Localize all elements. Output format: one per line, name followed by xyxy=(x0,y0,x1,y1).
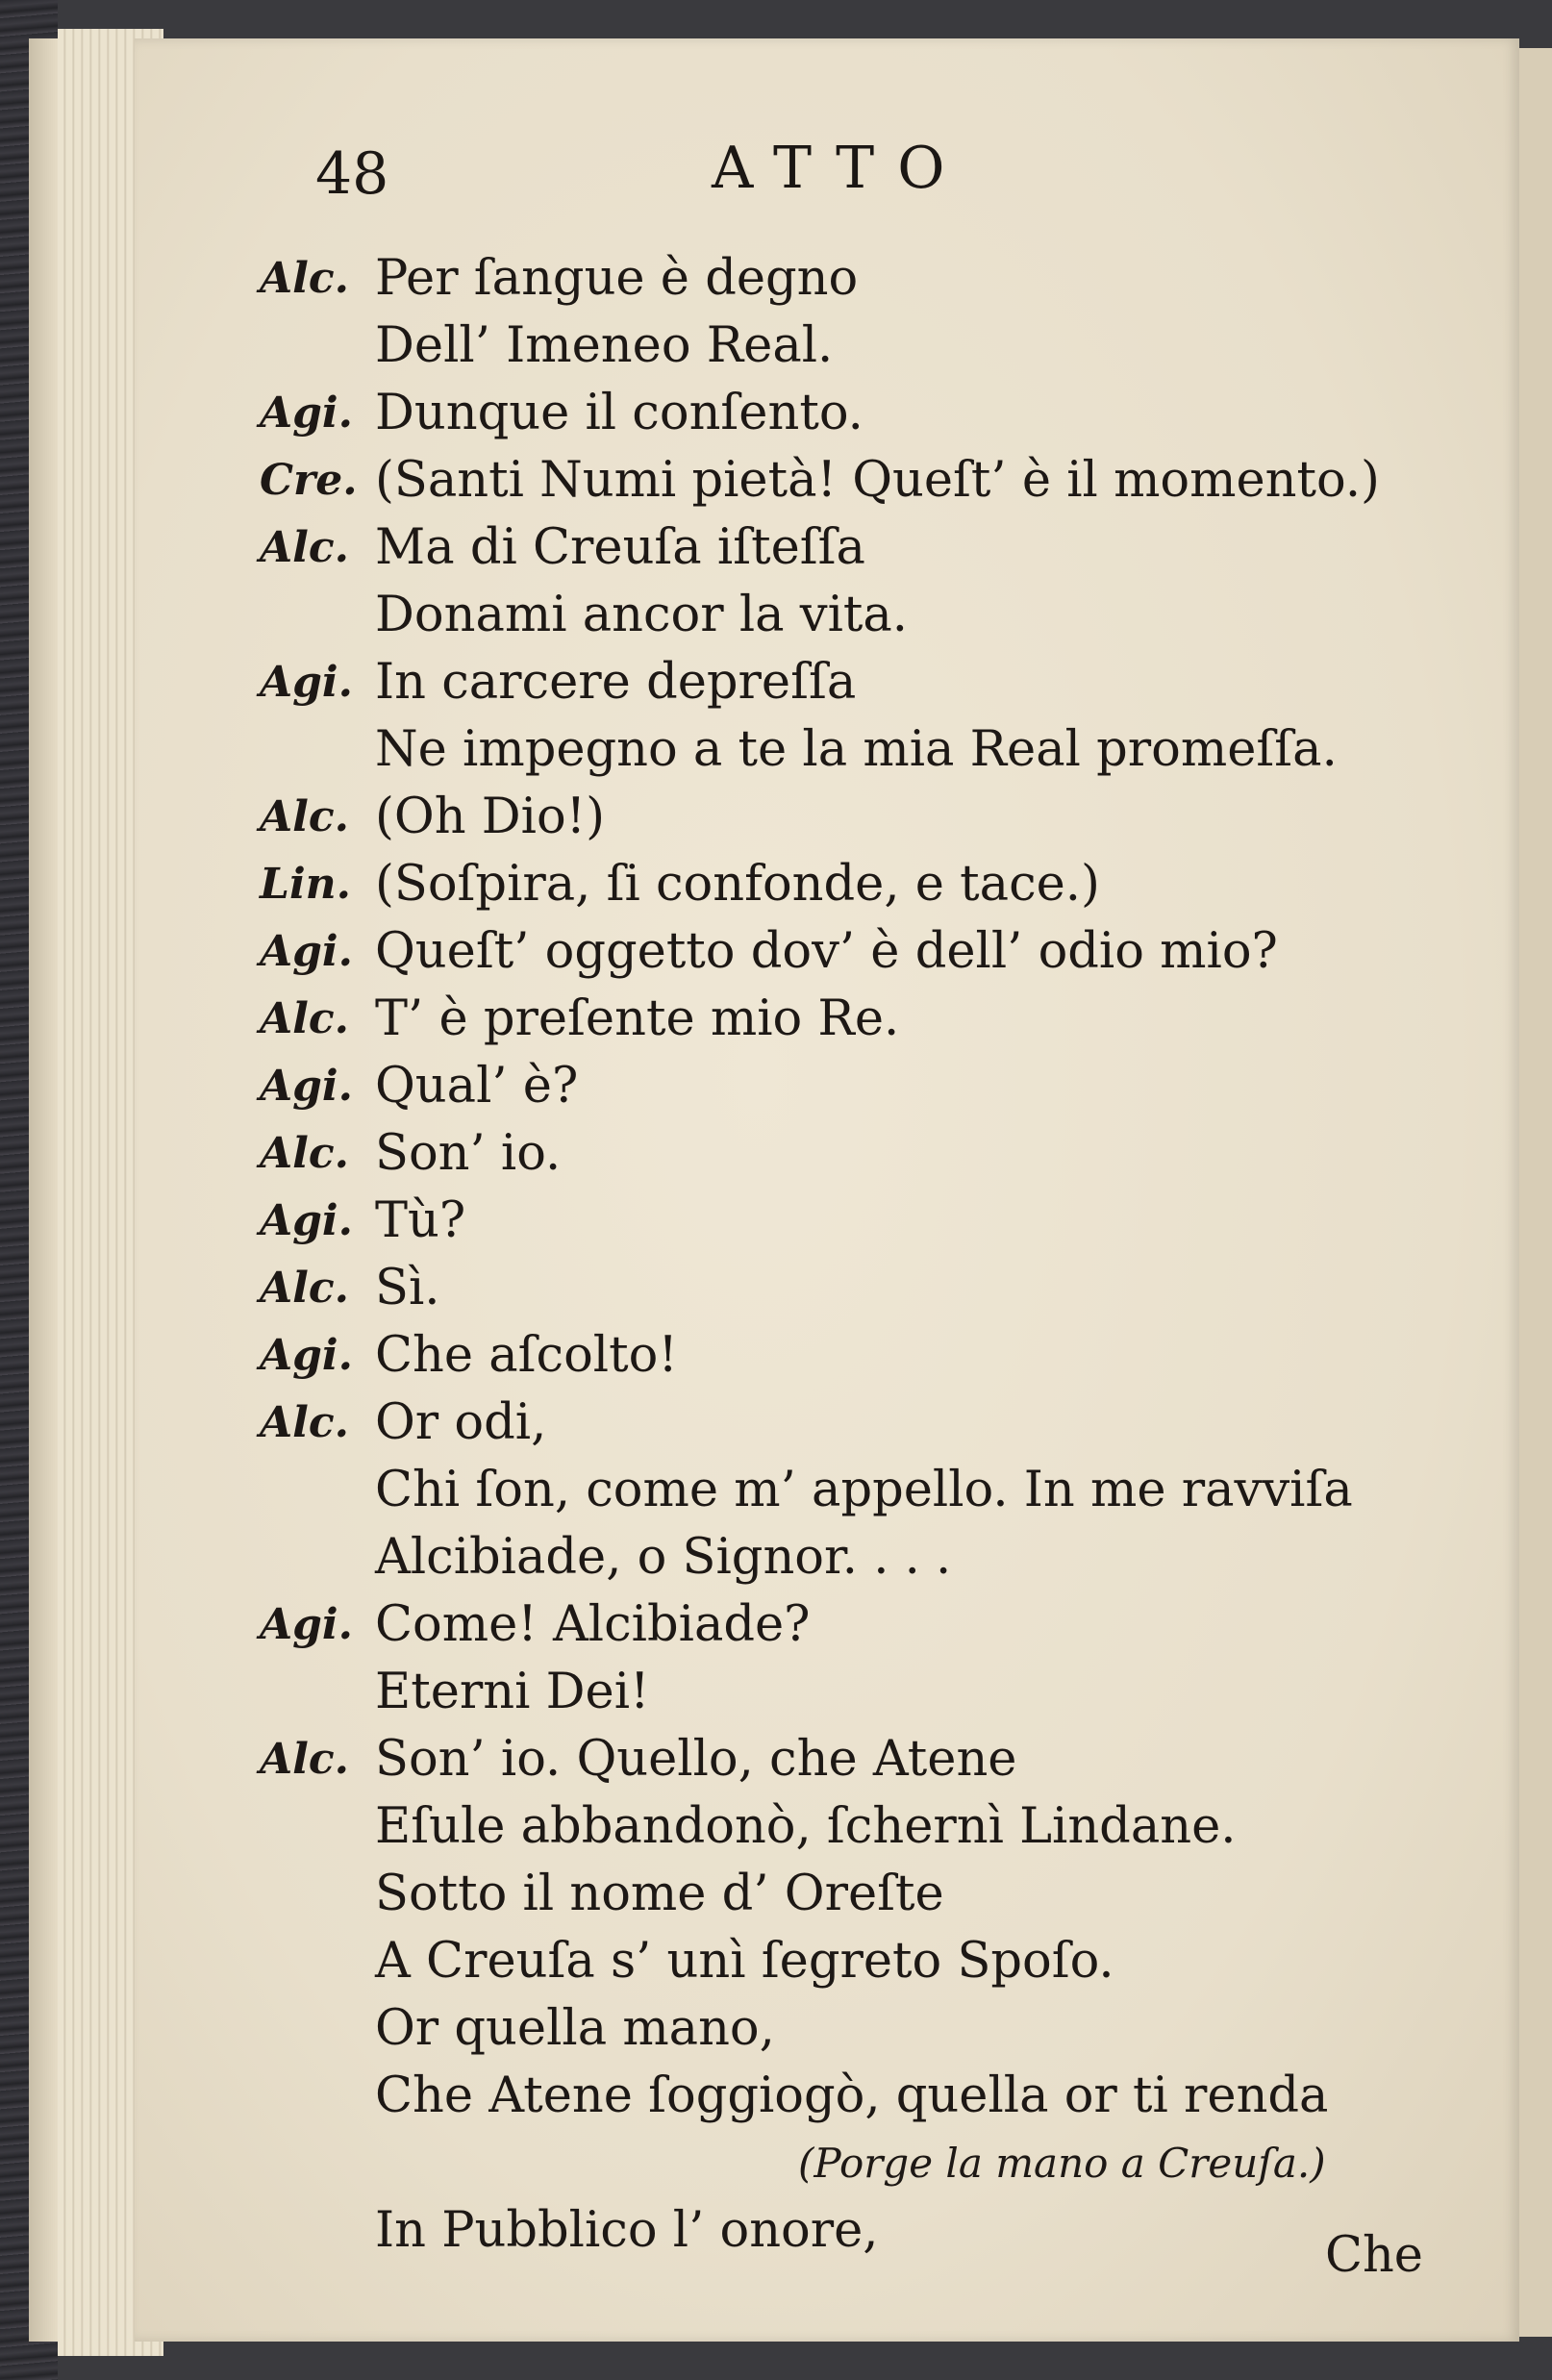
speech-text: (Oh Dio!) xyxy=(375,789,606,845)
speech-text: Tù? xyxy=(375,1192,466,1249)
speech-text: (Soſpira, ſi confonde, e tace.) xyxy=(375,856,1100,913)
speech-text: Che Atene ſoggiogò, quella or ti renda xyxy=(375,2067,1329,2124)
text-line xyxy=(260,2063,1423,2130)
speech-text: Sì. xyxy=(375,1260,440,1316)
text-line xyxy=(260,918,1423,986)
speaker-label: Alc. xyxy=(260,1264,349,1313)
text-line xyxy=(260,986,1423,1053)
text-line xyxy=(260,649,1423,716)
text-line xyxy=(260,1793,1423,1861)
speaker-label: Agi. xyxy=(260,1062,353,1111)
speech-text: Son’ io. Quello, che Atene xyxy=(375,1731,1017,1788)
speaker-label: Agi. xyxy=(260,388,353,438)
speech-text: Son’ io. xyxy=(375,1125,562,1182)
speech-text: Chi ſon, come m’ appello. In me ravviſa xyxy=(375,1462,1353,1518)
text-line xyxy=(260,1524,1423,1591)
speech-text: Eſule abbandonò, ſchernì Lindane. xyxy=(375,1798,1237,1855)
speech-text: Eterni Dei! xyxy=(375,1664,650,1720)
text-line xyxy=(260,1995,1423,2063)
speaker-label: Lin. xyxy=(260,860,351,909)
text-line xyxy=(260,447,1423,514)
speech-text: Ne impegno a te la mia Real promeſſa. xyxy=(375,721,1338,778)
speaker-label: Agi. xyxy=(260,1600,353,1649)
text-line xyxy=(260,1188,1423,1255)
dialogue-text xyxy=(260,245,1423,2284)
speech-text: In carcere depreſſa xyxy=(375,654,857,711)
speaker-label: Agi. xyxy=(260,658,353,707)
text-line xyxy=(260,716,1423,784)
speech-text: A Creuſa s’ unì ſegreto Spoſo. xyxy=(375,1933,1114,1990)
facing-page-edge xyxy=(1517,48,1552,2337)
speaker-label: Alc. xyxy=(260,254,349,303)
speaker-label: Agi. xyxy=(260,1196,353,1245)
text-line xyxy=(260,1928,1423,1995)
speaker-label: Alc. xyxy=(260,1398,349,1447)
speech-text: Che aſcolto! xyxy=(375,1327,678,1384)
text-line xyxy=(260,1659,1423,1726)
speech-text: Qual’ è? xyxy=(375,1058,579,1115)
catchword: Che xyxy=(1324,2227,1423,2284)
text-line xyxy=(260,2130,1423,2197)
page-header xyxy=(288,135,1154,221)
speech-text: Donami ancor la vita. xyxy=(375,587,909,643)
text-line xyxy=(260,1457,1423,1524)
text-line xyxy=(260,1591,1423,1659)
page-number: 48 xyxy=(315,140,389,208)
text-line xyxy=(260,1053,1423,1120)
speaker-label: Agi. xyxy=(260,1331,353,1380)
speech-text: Dunque il conſento. xyxy=(375,385,864,441)
speaker-label: Cre. xyxy=(260,456,358,505)
speech-text: Per ſangue è degno xyxy=(375,250,859,307)
speaker-label: Alc. xyxy=(260,1129,349,1178)
text-line xyxy=(260,1726,1423,1793)
text-line xyxy=(260,1390,1423,1457)
text-line xyxy=(260,784,1423,851)
text-line xyxy=(260,1255,1423,1322)
text-line xyxy=(260,582,1423,649)
binding-edge xyxy=(29,38,58,2342)
text-line xyxy=(260,1861,1423,1928)
speaker-label: Alc. xyxy=(260,1735,349,1784)
text-line xyxy=(260,514,1423,582)
running-head: ATTO xyxy=(712,135,968,202)
speech-text: T’ è preſente mio Re. xyxy=(375,990,900,1047)
speech-text: Or quella mano, xyxy=(375,2000,775,2057)
speaker-label: Agi. xyxy=(260,927,353,976)
speaker-label: Alc. xyxy=(260,523,349,572)
speaker-label: Alc. xyxy=(260,792,349,841)
speech-text: (Santi Numi pietà! Queſt’ è il momento.) xyxy=(375,452,1380,509)
speech-text: In Pubblico l’ onore, xyxy=(375,2202,879,2259)
stage-direction: (Porge la mano a Creuſa.) xyxy=(798,2140,1326,2187)
text-line xyxy=(260,1120,1423,1188)
text-line xyxy=(260,245,1423,313)
speech-text: Ma di Creuſa iſteſſa xyxy=(375,519,865,576)
speech-text: Or odi, xyxy=(375,1394,547,1451)
speech-text: Queſt’ oggetto dov’ è dell’ odio mio? xyxy=(375,923,1278,980)
speech-text: Alcibiade, o Signor. . . . xyxy=(375,1529,952,1586)
text-line xyxy=(260,380,1423,447)
speech-text: Sotto il nome d’ Oreſte xyxy=(375,1866,944,1922)
text-line xyxy=(260,2197,1423,2284)
text-line xyxy=(260,1322,1423,1390)
speech-text: Dell’ Imeneo Real. xyxy=(375,317,834,374)
speech-text: Come! Alcibiade? xyxy=(375,1596,811,1653)
text-line xyxy=(260,851,1423,918)
text-line xyxy=(260,313,1423,380)
speaker-label: Alc. xyxy=(260,994,349,1043)
